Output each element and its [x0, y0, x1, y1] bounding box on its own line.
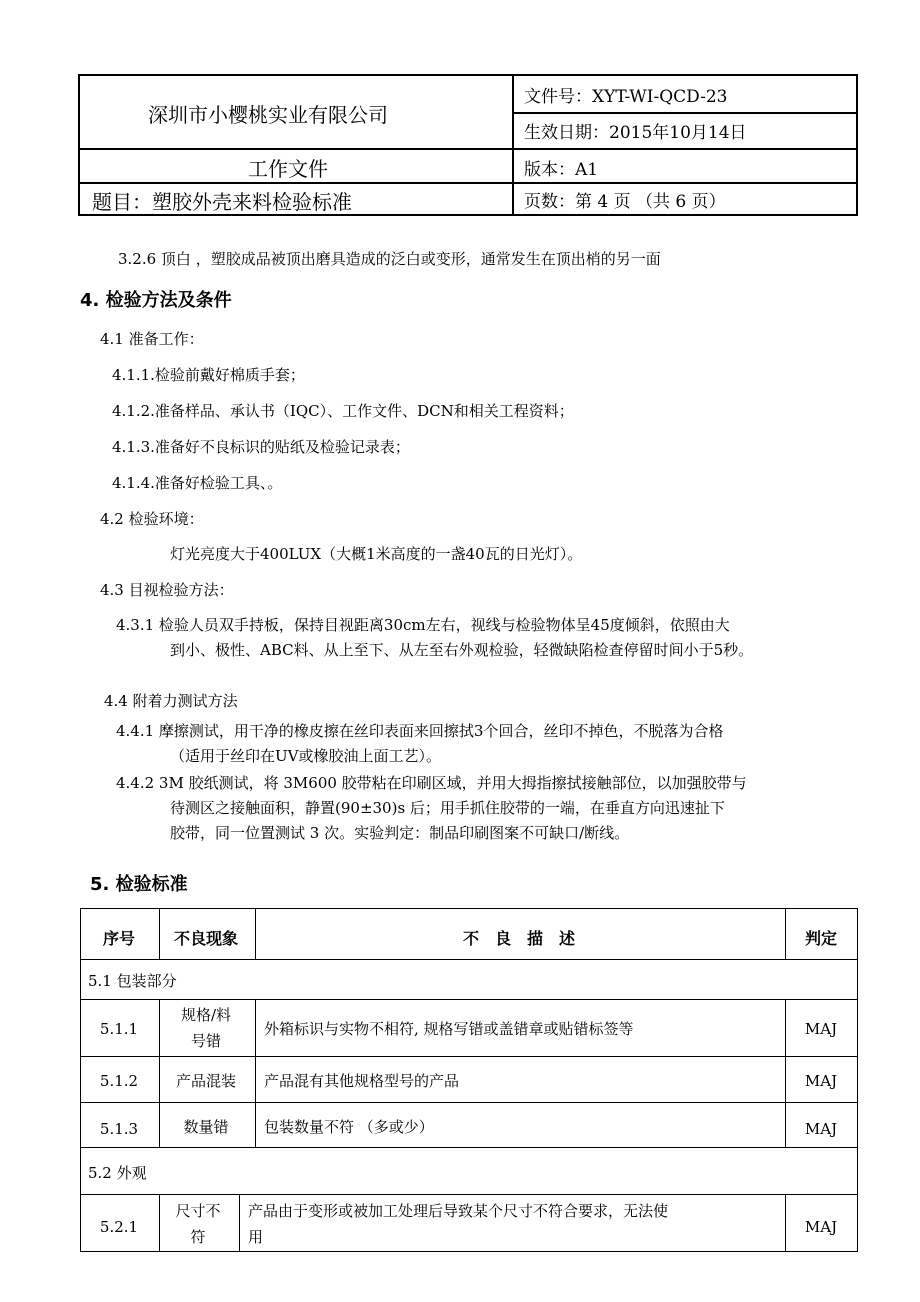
table-row-description: 外箱标识与实物不相符, 规格写错或盖错章或贴错标签等 [264, 1020, 634, 1038]
table-row-defect: 产品混装 [175, 1072, 236, 1090]
item-4-4-1-line1: 4.4.1 摩擦测试，用干净的橡皮擦在丝印表面来回擦拭3个回合，丝印不掉色，不脱落为合格 [116, 722, 724, 740]
table-row-judgement: MAJ [804, 1120, 838, 1138]
section-4-heading: 4. 检验方法及条件 [80, 290, 232, 311]
col-header-description: 不 良 描 述 [462, 929, 575, 948]
table-rule [81, 959, 857, 960]
paragraph-3-2-6: 3.2.6 顶白 ，塑胶成品被顶出磨具造成的泛白或变形，通常发生在顶出梢的另一面 [118, 250, 661, 268]
table-row-defect: 号错 [190, 1032, 221, 1050]
item-4-4-1-line2: （适用于丝印在UV或橡胶油上面工艺）。 [170, 747, 441, 765]
section-packaging: 5.1 包装部分 [88, 972, 177, 990]
item-4-3-1-line1: 4.3.1 检验人员双手持板，保持目视距离30cm左右，视线与检验物体呈45度倾斜，依照由大 [116, 616, 730, 634]
table-rule [81, 1102, 857, 1103]
header-divider [512, 112, 856, 114]
table-rule [81, 1194, 857, 1195]
table-row-no: 5.1.2 [99, 1072, 139, 1090]
table-row-judgement: MAJ [804, 1218, 838, 1236]
section-4-1: 4.1 准备工作： [100, 330, 204, 348]
table-row-defect: 数量错 [183, 1118, 229, 1136]
table-col-rule [239, 1194, 240, 1251]
header-divider [80, 182, 856, 184]
table-row-no: 5.1.1 [99, 1020, 139, 1038]
page-count: 页数：第 4 页 （共 6 页） [524, 192, 726, 212]
table-row-no: 5.1.3 [99, 1120, 139, 1138]
table-row-description: 用 [248, 1228, 264, 1246]
table-row-defect: 尺寸不 [175, 1202, 221, 1220]
section-appearance: 5.2 外观 [88, 1164, 147, 1182]
col-header-no: 序号 [102, 929, 135, 948]
col-header-judgement: 判定 [804, 929, 837, 948]
item-4-1-2: 4.1.2.准备样品、承认书（IQC）、工作文件、DCN和相关工程资料； [112, 402, 574, 420]
header-divider-vertical [512, 76, 514, 214]
item-4-4-2-line3: 胶带，同一位置测试 3 次。实验判定：制品印刷图案不可缺口/断线。 [170, 824, 630, 842]
version: 版本：A1 [524, 160, 599, 180]
table-row-description: 产品混有其他规格型号的产品 [264, 1072, 460, 1090]
table-row-defect: 规格/料 [180, 1006, 232, 1024]
table-col-rule [255, 999, 256, 1147]
item-4-1-4: 4.1.4.准备好检验工具、。 [112, 474, 283, 492]
effective-date: 生效日期：2015年10月14日 [524, 123, 747, 143]
doc-number: 文件号：XYT-WI-QCD-23 [524, 87, 728, 107]
item-4-4-2-line2: 待测区之接触面积，静置(90±30)s 后；用手抓住胶带的一端，在垂直方向迅速扯下 [170, 799, 725, 817]
item-4-1-3: 4.1.3.准备好不良标识的贴纸及检验记录表； [112, 438, 410, 456]
table-rule [81, 1147, 857, 1148]
section-4-4: 4.4 附着力测试方法 [104, 692, 238, 710]
col-header-defect: 不良现象 [173, 929, 238, 948]
section-4-3: 4.3 目视检验方法： [100, 581, 234, 599]
item-4-3-1-line2: 到小、极性、ABC料、从上至下、从左至右外观检验，轻微缺陷检查停留时间小于5秒。 [170, 641, 754, 659]
table-row-description: 产品由于变形或被加工处理后导致某个尺寸不符合要求，无法使 [248, 1202, 669, 1220]
doc-type: 工作文件 [248, 157, 328, 181]
section-4-2-text: 灯光亮度大于400LUX（大概1米高度的一盏40瓦的日光灯）。 [170, 545, 583, 563]
section-5-heading: 5. 检验标准 [90, 874, 188, 895]
company-name: 深圳市小樱桃实业有限公司 [148, 103, 388, 127]
header-divider [80, 148, 856, 150]
table-row-judgement: MAJ [804, 1072, 838, 1090]
table-row-description: 包装数量不符 （多或少） [264, 1118, 434, 1136]
table-row-judgement: MAJ [804, 1020, 838, 1038]
table-rule [81, 1056, 857, 1057]
section-4-2: 4.2 检验环境： [100, 510, 204, 528]
table-rule [81, 999, 857, 1000]
doc-title: 题目：塑胶外壳来料检验标准 [92, 190, 352, 214]
item-4-4-2-line1: 4.4.2 3M 胶纸测试，将 3M600 胶带粘在印刷区域，并用大拇指擦拭接触部位，以加强胶带与 [116, 774, 747, 792]
item-4-1-1: 4.1.1.检验前戴好棉质手套； [112, 366, 305, 384]
table-row-no: 5.2.1 [99, 1218, 139, 1236]
table-row-defect: 符 [190, 1228, 206, 1246]
